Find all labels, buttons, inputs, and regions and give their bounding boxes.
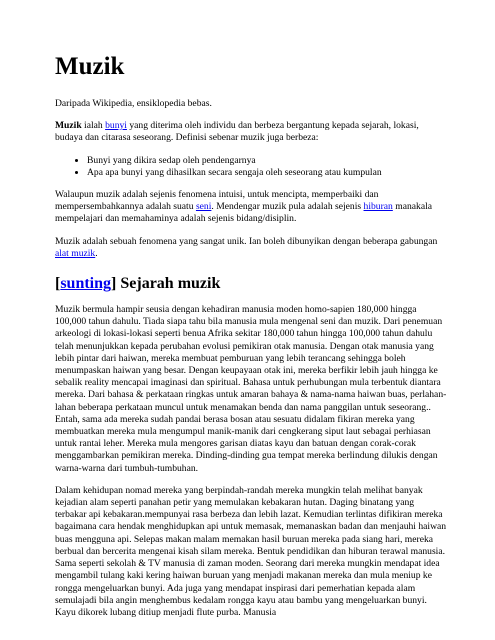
link-alat-muzik[interactable]: alat muzik bbox=[55, 247, 96, 259]
intro-paragraph bbox=[55, 120, 447, 144]
page-subtitle: Daripada Wikipedia, ensiklopedia bebas. bbox=[55, 98, 212, 109]
intro-bold-term: Muzik bbox=[55, 120, 82, 132]
para2-text-3: manakala mempelajari dan memahaminya adalah sejenis bidang/disiplin. bbox=[55, 201, 432, 225]
section-title: Sejarah muzik bbox=[116, 275, 221, 293]
para2-text-1: Walaupun muzik adalah sejenis fenomena intuisi, untuk mencipta, memperbaiki dan mempersembahkannya adalah suatu bbox=[55, 189, 379, 213]
paragraph-seni bbox=[55, 189, 447, 226]
intro-text-2: yang diterima oleh individu dan berbeza bergantung kepada sejarah, lokasi, budaya dan citarasa seseorang. Definisi sebenar muzik juga berbeza: bbox=[55, 120, 419, 144]
link-hiburan[interactable]: hiburan bbox=[363, 201, 393, 213]
history-paragraph-2: Dalam kehidupan nomad mereka yang berpindah-randah mereka mungkin telah melihat banyak kejadian alam seperti panahan petir yang memulakan kebakaran hutan. Daging binatang yang terbakar api kebakaran.mempunyai rasa berbeza dan lebih lazat. Kemudian terlintas difikiran mereka bagaimana cara hendak menghidupkan api untuk memasak, memanaskan badan dan menjauhi haiwan buas mengguna api. Selepas makan malam memakan hasil buruan mereka pada siang hari, mereka berbual dan bercerita mengenai kisah silam mereka. Bentuk pendidikan dan hiburan terawal manusia. Sama seperti sekolah & TV manusia di zaman moden. Seorang dari mereka mungkin mendapat idea mengambil tulang kaki kering haiwan buruan yang menjadi makanan mereka dan mula meniup ke rongga mengeluarkan bunyi. Ada juga yang mendapat inspirasi dari pemerhatian kepada alam semulajadi bila angin menghembus kedalam rongga kayu atau bambu yang mengeluarkan bunyi. Kayu dikorek lubang ditiup menjadi flute purba. Manusia bbox=[55, 484, 447, 618]
para3-text-2: . bbox=[95, 247, 98, 259]
page-title: Muzik bbox=[55, 53, 125, 80]
list-item: • Apa apa bunyi yang dihasilkan secara sengaja oleh seseorang atau kumpulan bbox=[87, 167, 447, 179]
history-paragraph-1: Muzik bermula hampir seusia dengan kehadiran manusia moden homo-sapien 180,000 hingga 100,000 tahun dahulu. Tiada siapa tahu bila manusia mula mengenal seni dan muzik. Dari penemuan arkeologi di lokasi-lokasi seperti benua Afrika sekitar 180,000 tahun hingga 100,000 tahun dahulu telah menunjukkan kepada perubahan evolusi pemikiran otak manusia. Dengan otak manusia yang lebih pintar dari haiwan, mereka membuat pemburuan yang lebih terancang sehingga boleh menumpaskan haiwan yang besar. Dengan keupayaan otak ini, mereka berfikir lebih jauh hingga ke sebalik reality mencapai imaginasi dan spiritual. Bahasa untuk perhubungan mula terbentuk diantara mereka. Dari bahasa & perkataan ringkas untuk amaran bahaya & nama-nama haiwan buas, perlahan-lahan beberapa perkataan muncul untuk menamakan benda dan nama panggilan untuk seseorang.. Entah, sama ada mereka sudah pandai berasa bosan atau sesuatu didalam fikiran mereka yang membuatkan mereka mula mengumpul manik-manik dari cengkerang siput laut sebagai perhiasan untuk rantai leher. Mereka mula mengores garisan diatas kayu dan batuan dengan corak-corak menggambarkan pemikiran mereka. Dinding-dinding gua tempat mereka berlindung dilukis dengan warna-warna dari tumbuh-tumbuhan. bbox=[55, 304, 447, 474]
definition-list bbox=[55, 155, 447, 179]
link-bunyi[interactable]: bunyi bbox=[105, 120, 127, 132]
edit-section-link[interactable]: sunting bbox=[60, 275, 112, 293]
para2-text-2: . Mendengar muzik pula adalah sejenis bbox=[211, 201, 364, 213]
link-seni[interactable]: seni bbox=[195, 201, 212, 213]
para3-text-1: Muzik adalah sebuah fenomena yang sangat unik. Ian boleh dibunyikan dengan beberapa gabungan bbox=[55, 235, 438, 247]
section-heading: [sunting] Sejarah muzik bbox=[55, 275, 221, 293]
article bbox=[55, 52, 447, 629]
paragraph-alat-muzik bbox=[55, 236, 447, 260]
list-item: • Bunyi yang dikira sedap oleh pendengarnya bbox=[87, 155, 447, 167]
intro-text-1: ialah bbox=[81, 120, 106, 132]
